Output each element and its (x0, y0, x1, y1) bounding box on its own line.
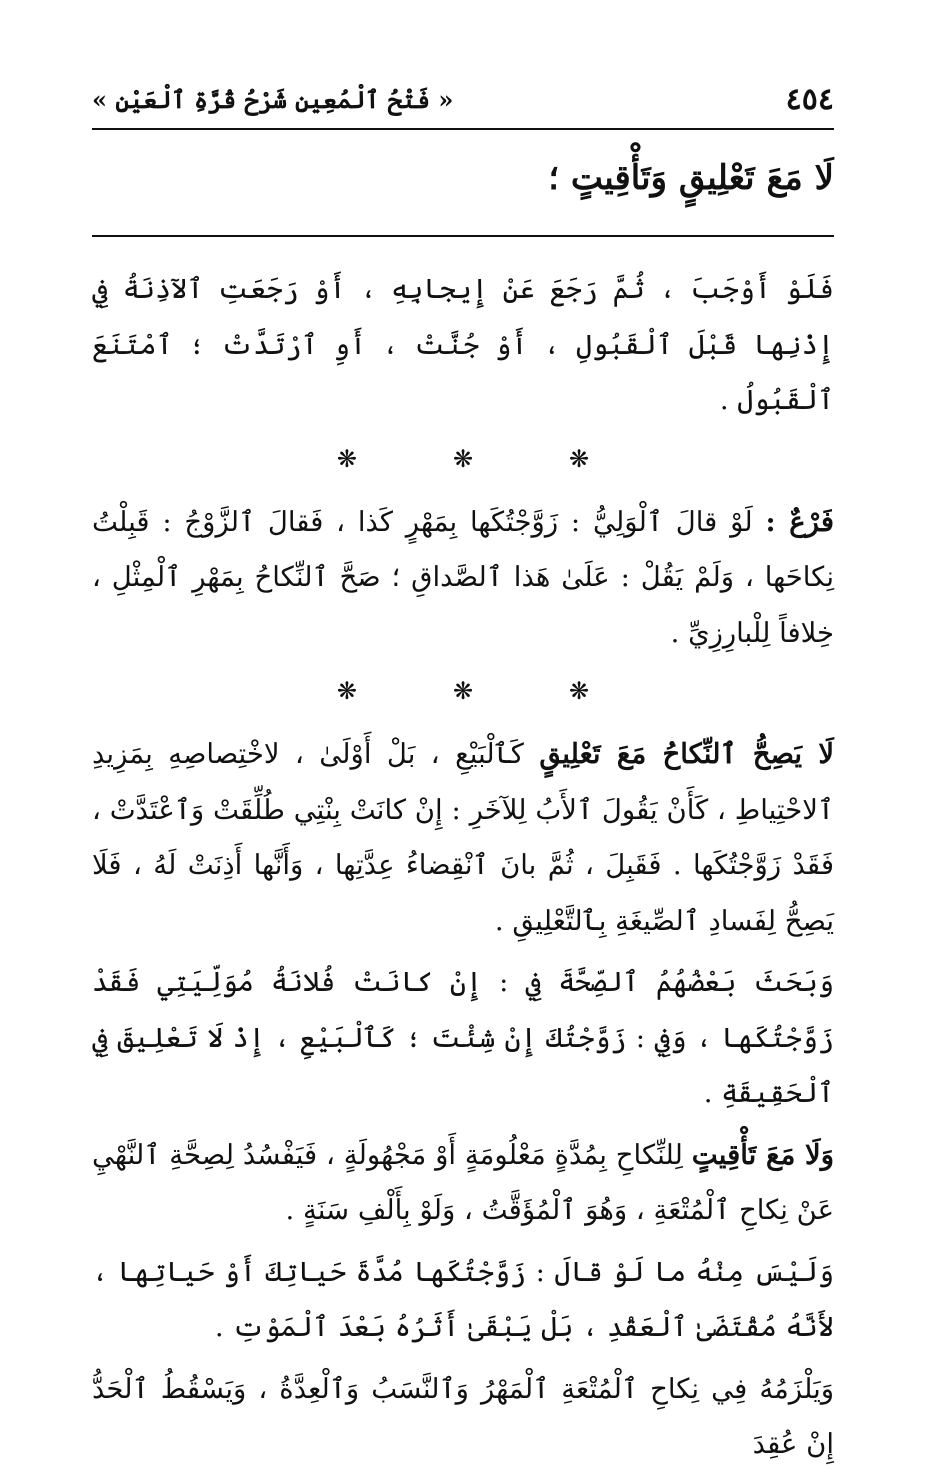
star-icon: ❋ (569, 444, 590, 473)
matn-rule (92, 235, 834, 237)
page-number: ٤٥٤ (785, 81, 834, 117)
star-icon: ❋ (452, 677, 474, 705)
star-icon: ❋ (452, 444, 474, 473)
paragraph-3-lead: لَا يَصِحُّ ٱلنِّكاحُ مَعَ تَعْلِيقٍ (539, 738, 834, 770)
paragraph-2-lead: فَرْعٌ : (765, 505, 834, 538)
paragraph-5 (92, 1128, 834, 1239)
paragraph-7: وَيَلْزَمُهُ فِي نِكاحِ ٱلْمُتْعَةِ ٱلْمَهْرُ وَٱلنَّسَبُ وَٱلْعِدَّةُ ، وَيَسْقُطُ ٱلْحَدُّ إِنْ عُقِدَ (92, 1372, 834, 1460)
star-icon: ❋ (336, 444, 357, 473)
star-icon: ❋ (569, 677, 590, 705)
separator-1 (92, 439, 834, 479)
paragraph-3-text: كَٱلْبَيْعِ ، بَلْ أَوْلَىٰ ، لاخْتِصاصِهِ بِمَزِيدِ ٱلاحْتِياطِ ، كَأَنْ يَقُولَ ٱلأَبُ لِلآخَرِ : إِنْ كانَتْ بِنْتِي طُلِّقَتْ وَٱعْتَدَّتْ ، فَقَدْ زَوَّجْتُكَها . فَقَبِلَ ، ثُمَّ بانَ ٱنْقِضاءُ عِدَّتِها ، وَأَنَّها أَذِنَتْ لَهُ ، فَلَا يَصِحُّ لِفَسادِ ٱلصِّيغَةِ بِٱلتَّعْلِيقِ . (92, 738, 834, 937)
paragraph-5-text: لِلنِّكاحِ بِمُدَّةٍ مَعْلُومَةٍ أَوْ مَجْهُولَةٍ ، فَيَفْسُدُ لِصِحَّةِ ٱلنَّهْيِ عَنْ نِكاحِ ٱلْمُتْعَةِ ، وَهُوَ ٱلْمُؤَقَّتُ ، وَلَوْ بِأَلْفِ سَنَةٍ . (92, 1138, 834, 1226)
paragraph-5-lead: وَلَا مَعَ تَأْقِيتٍ (691, 1138, 835, 1171)
paragraph-2 (92, 495, 834, 662)
header-rule (92, 128, 834, 130)
paragraph-1: فَلَوْ أَوْجَبَ ، ثُمَّ رَجَعَ عَنْ إِيجابِهِ ، أَوْ رَجَعَتِ ٱلآذِنَةُ فِي إِذْنِها قَبْلَ ٱلْقَبُولِ ، أَوْ جُنَّتْ ، أَوِ ٱرْتَدَّتْ ؛ ٱمْتَنَعَ ٱلْقَبُولُ . (92, 273, 834, 416)
commentary-body (92, 262, 834, 1479)
separator-2 (92, 671, 834, 711)
paragraph-2-text: لَوْ قالَ ٱلْوَلِيُّ : زَوَّجْتُكَها بِمَهْرٍ كَذا ، فَقالَ ٱلزَّوْجُ : قَبِلْتُ نِكاحَها ، وَلَمْ يَقُلْ : عَلَىٰ هَذا ٱلصَّداقِ ؛ صَحَّ ٱلنِّكاحُ بِمَهْرِ ٱلْمِثْلِ ، خِلافاً لِلْبارِزِيِّ . (92, 505, 834, 649)
star-icon: ❋ (336, 677, 357, 705)
paragraph-6: وَلَيْسَ مِنْهُ ما لَوْ قالَ : زَوَّجْتُكَها مُدَّةَ حَياتِكَ أَوْ حَياتِها ، لأَنَّهُ مُقْتَضَىٰ ٱلْعَقْدِ ، بَلْ يَبْقَىٰ أَثَرُهُ بَعْدَ ٱلْمَوْتِ . (92, 1255, 834, 1343)
paragraph-3 (92, 727, 834, 949)
paragraph-4: وَبَحَثَ بَعْضُهُمُ ٱلصِّحَّةَ فِي : إِنْ كانَتْ فُلانَةُ مُوَلِّيَتِي فَقَدْ زَوَّجْتُكَها ، وَفِي : زَوَّجْتُكَ إِنْ شِئْتَ ؛ كَٱلْبَيْعِ ، إِذْ لَا تَعْلِيقَ فِي ٱلْحَقِيقَةِ . (92, 966, 834, 1109)
running-title: « فَتْحُ ٱلْمُعِينِ شَرْحُ قُرَّةِ ٱلْعَيْنِ » (92, 84, 454, 114)
matn-text: لَا مَعَ تَعْلِيقٍ وَتَأْقِيتٍ ؛ (548, 158, 834, 198)
page-header (92, 74, 834, 124)
